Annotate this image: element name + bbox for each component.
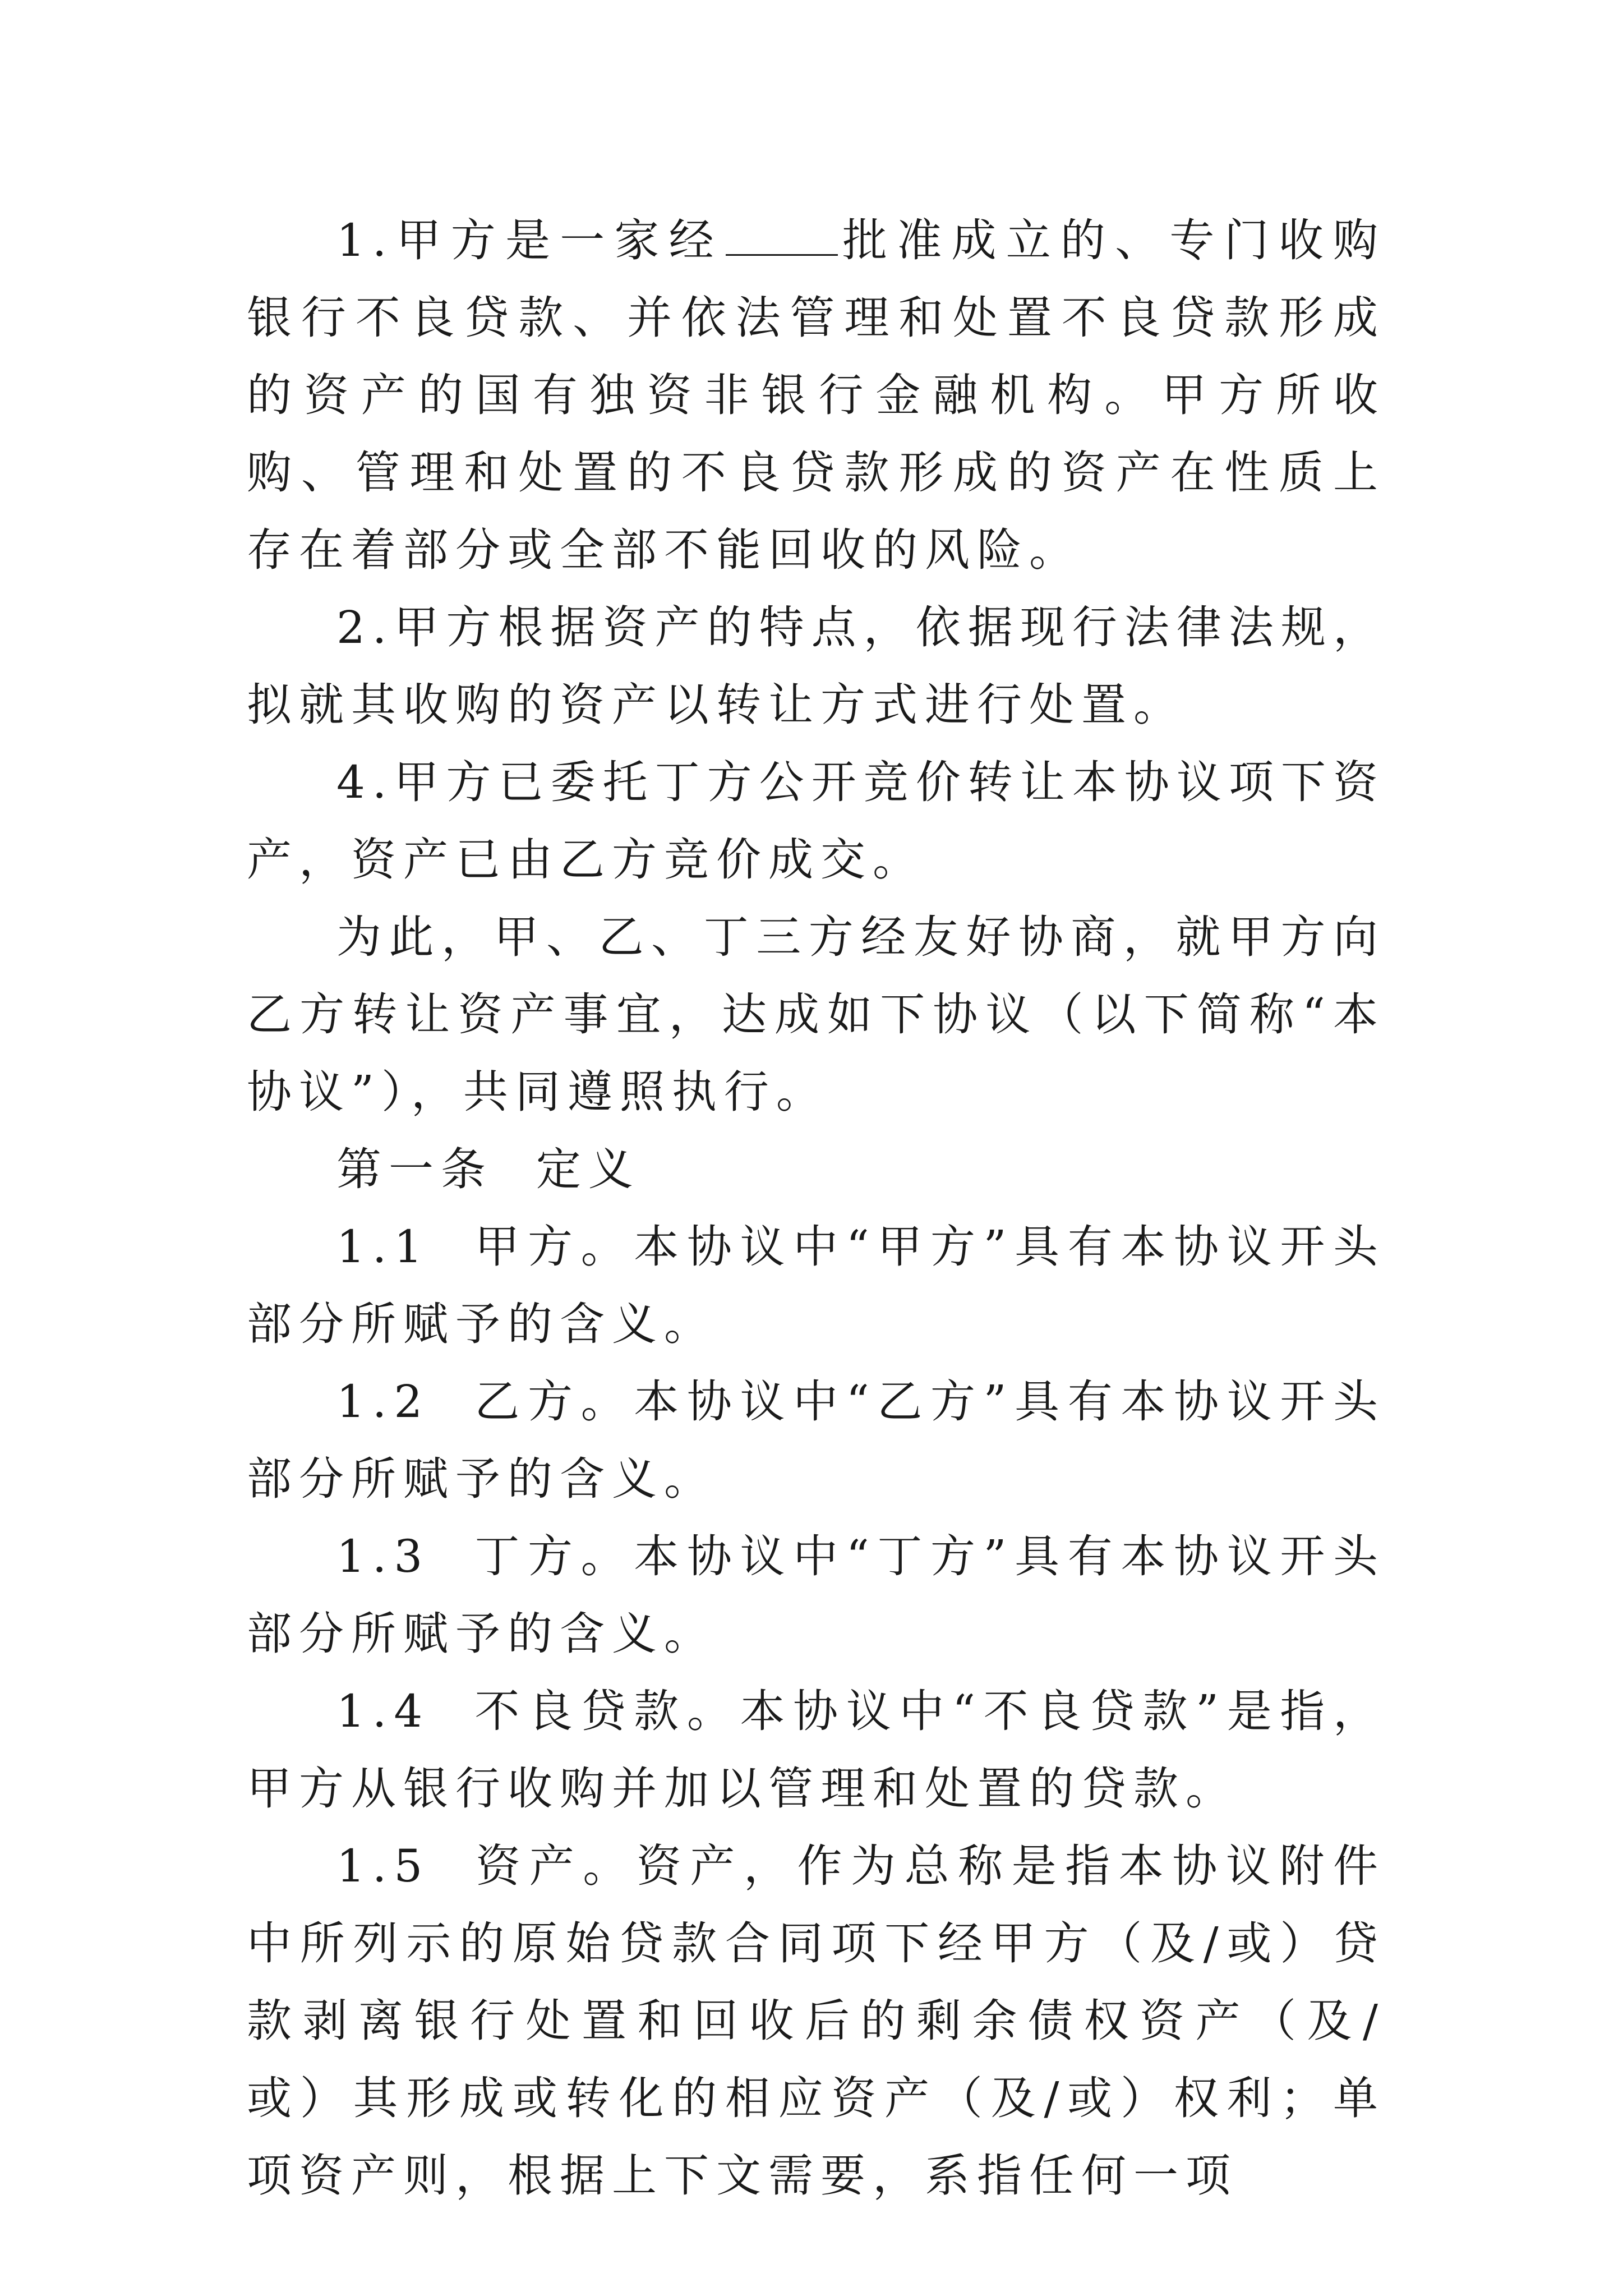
document-page xyxy=(247,202,1385,2215)
paragraph-4: 4.甲方已委托丁方公开竞价转让本协议项下资产，资产已由乙方竞价成交。 xyxy=(247,756,1385,886)
definition-1-3: 1.3 丁方。本协议中“丁方”具有本协议开头部分所赋予的含义。 xyxy=(247,1530,1385,1660)
paragraph-1-lead: 1.甲方是一家经 xyxy=(336,214,723,266)
definition-1-1: 1.1 甲方。本协议中“甲方”具有本协议开头部分所赋予的含义。 xyxy=(247,1221,1385,1350)
fill-in-blank xyxy=(726,220,838,256)
paragraph-preamble-closing: 为此，甲、乙、丁三方经友好协商，就甲方向乙方转让资产事宜，达成如下协议（以下简称“本协议”），共同遵照执行。 xyxy=(247,911,1385,1118)
paragraph-2: 2.甲方根据资产的特点，依据现行法律法规，拟就其收购的资产以转让方式进行处置。 xyxy=(247,601,1385,731)
paragraph-1 xyxy=(247,202,1385,589)
definition-1-5: 1.5 资产。资产，作为总称是指本协议附件中所列示的原始贷款合同项下经甲方（及/或）贷款剥离银行处置和回收后的剩余债权资产（及/或）其形成或转化的相应资产（及/或）权利；单项资产则，根据上下文需要，系指任何一项 xyxy=(247,1840,1385,2202)
paragraph-1-rest: 批准成立的、专门收购银行不良贷款、并依法管理和处置不良贷款形成的资产的国有独资非银行金融机构。甲方所收购、管理和处置的不良贷款形成的资产在性质上存在着部分或全部不能回收的风险。 xyxy=(247,214,1386,576)
definition-1-4: 1.4 不良贷款。本协议中“不良贷款”是指，甲方从银行收购并加以管理和处置的贷款。 xyxy=(247,1685,1385,1815)
definition-1-2: 1.2 乙方。本协议中“乙方”具有本协议开头部分所赋予的含义。 xyxy=(247,1375,1385,1505)
article-1-heading: 第一条 定义 xyxy=(336,1143,640,1195)
